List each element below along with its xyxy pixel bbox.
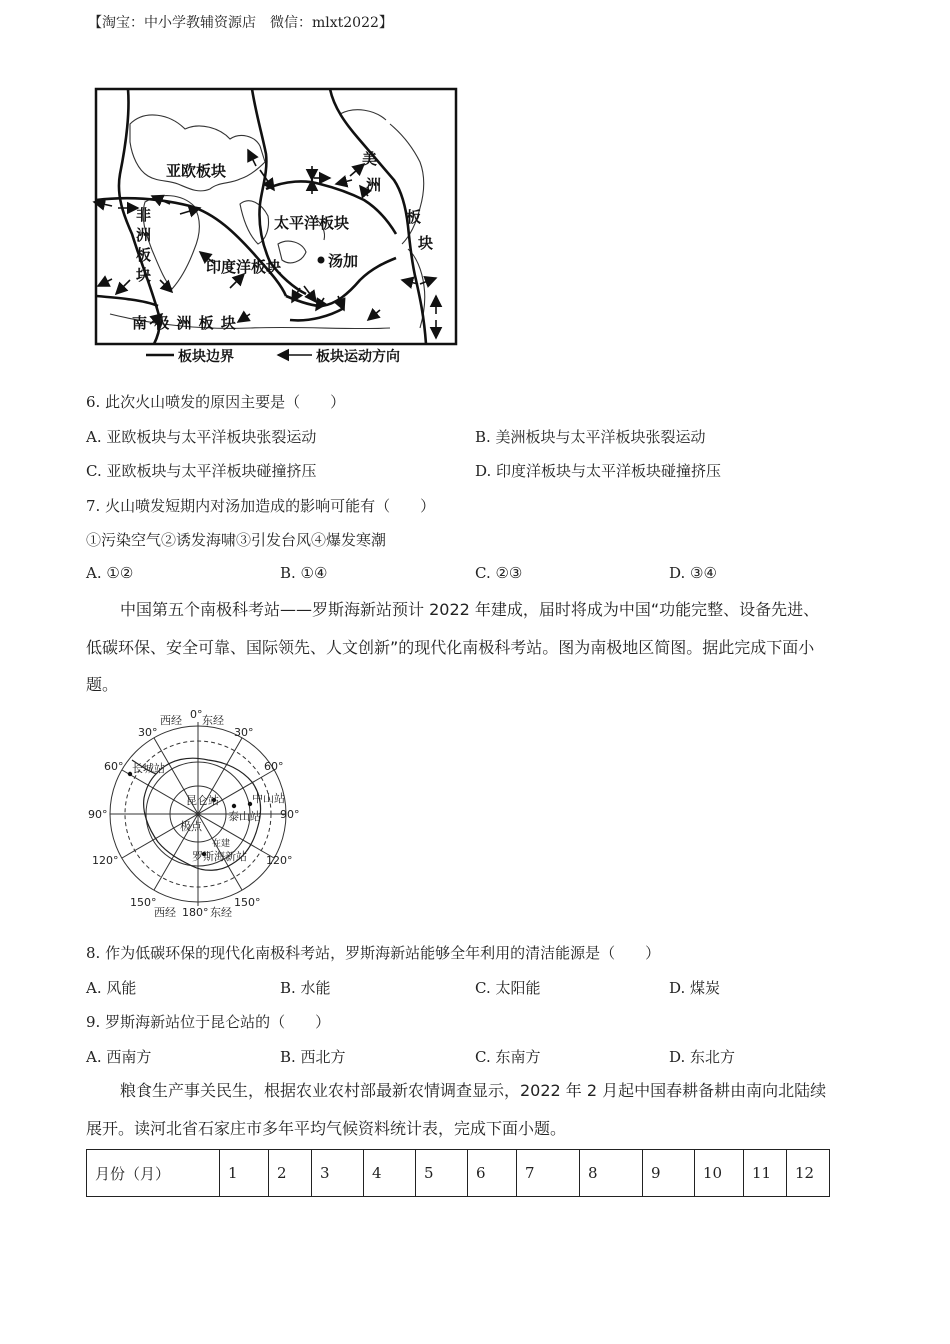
- label-tonga: 汤加: [328, 252, 359, 270]
- q6-option-b[interactable]: B. 美洲板块与太平洋板块张裂运动: [475, 428, 706, 446]
- q7-option-a[interactable]: A. ①②: [86, 564, 134, 582]
- polar-left-30: 30°: [138, 726, 158, 739]
- q6-option-c[interactable]: C. 亚欧板块与太平洋板块碰撞挤压: [86, 462, 317, 480]
- table-cell: 5: [416, 1150, 468, 1197]
- label-american-2: 洲: [366, 176, 382, 194]
- polar-left-90: 90°: [88, 808, 108, 821]
- table-cell: 1: [220, 1150, 269, 1197]
- station-building: 在建: [212, 839, 231, 849]
- polar-right-30: 30°: [234, 726, 254, 739]
- station-rossbase: 罗斯海新站: [192, 850, 247, 863]
- label-american-1: 美: [362, 150, 378, 168]
- passage2-line1: 中国第五个南极科考站——罗斯海新站预计 2022 年建成，届时将成为中国“功能完整、设备先进、: [120, 600, 820, 619]
- station-pole: 极点: [180, 820, 202, 833]
- polar-top-zero: 0°: [190, 708, 203, 721]
- label-american-3: 板: [406, 208, 422, 226]
- polar-top-west: 西经: [160, 714, 182, 727]
- q6-stem: 6. 此次火山喷发的原因主要是（ ）: [86, 393, 346, 411]
- station-zhongshan: 中山站: [252, 792, 285, 805]
- station-taishan-dot: [232, 804, 236, 808]
- q8-option-a[interactable]: A. 风能: [86, 979, 137, 997]
- q7-option-b[interactable]: B. ①④: [280, 564, 328, 582]
- label-antarctic: 南 极 洲 板 块: [132, 314, 237, 332]
- passage3-line2: 展开。读河北省石家庄市多年平均气候资料统计表，完成下面小题。: [86, 1119, 567, 1138]
- table-row: [87, 1150, 830, 1197]
- polar-left-60: 60°: [104, 760, 124, 773]
- polar-right-90: 90°: [280, 808, 300, 821]
- q9-option-d[interactable]: D. 东北方: [669, 1048, 736, 1066]
- polar-right-120: 120°: [266, 854, 293, 867]
- polar-top-east: 东经: [202, 714, 224, 727]
- label-african-2: 洲: [136, 226, 152, 244]
- label-indian: 印度洋板块: [206, 258, 282, 276]
- q8-option-b[interactable]: B. 水能: [280, 979, 331, 997]
- polar-bottom-180: 180°: [182, 906, 209, 919]
- table-cell: 7: [517, 1150, 580, 1197]
- q7-option-c[interactable]: C. ②③: [475, 564, 523, 582]
- polar-left-150: 150°: [130, 896, 157, 909]
- polar-bottom-west: 西经: [154, 906, 176, 919]
- passage2-line3: 题。: [86, 675, 119, 694]
- label-eurasian: 亚欧板块: [166, 162, 227, 180]
- label-african-3: 板: [136, 246, 152, 264]
- antarctic-polar-map: [86, 708, 306, 920]
- q8-option-c[interactable]: C. 太阳能: [475, 979, 541, 997]
- station-taishan: 泰山站: [228, 810, 261, 823]
- polar-left-120: 120°: [92, 854, 119, 867]
- tonga-marker: [318, 257, 325, 264]
- label-pacific: 太平洋板块: [274, 214, 350, 232]
- q9-option-c[interactable]: C. 东南方: [475, 1048, 541, 1066]
- plate-tectonics-map: [90, 84, 462, 374]
- label-american-4: 块: [418, 234, 434, 252]
- q8-stem: 8. 作为低碳环保的现代化南极科考站，罗斯海新站能够全年利用的清洁能源是（ ）: [86, 944, 661, 962]
- station-changcheng: 长城站: [132, 762, 165, 775]
- legend-direction: 板块运动方向: [316, 349, 400, 365]
- q8-option-d[interactable]: D. 煤炭: [669, 979, 721, 997]
- polar-bottom-east: 东经: [210, 906, 232, 919]
- q9-option-b[interactable]: B. 西北方: [280, 1048, 346, 1066]
- q6-option-d[interactable]: D. 印度洋板块与太平洋板块碰撞挤压: [475, 462, 722, 480]
- q9-stem: 9. 罗斯海新站位于昆仑站的（ ）: [86, 1013, 331, 1031]
- table-cell: 3: [312, 1150, 364, 1197]
- q6-option-a[interactable]: A. 亚欧板块与太平洋板块张裂运动: [86, 428, 317, 446]
- table-cell: 10: [695, 1150, 744, 1197]
- table-cell: 月份（月）: [87, 1150, 220, 1197]
- table-cell: 9: [643, 1150, 695, 1197]
- label-african-1: 非: [136, 206, 152, 224]
- page-header: 【淘宝：中小学教辅资源店 微信：mlxt2022】: [88, 15, 393, 31]
- climate-table: [86, 1149, 830, 1197]
- polar-right-60: 60°: [264, 760, 284, 773]
- table-cell: 12: [787, 1150, 830, 1197]
- table-cell: 2: [269, 1150, 312, 1197]
- label-african-4: 块: [136, 266, 152, 284]
- q7-stem: 7. 火山喷发短期内对汤加造成的影响可能有（ ）: [86, 497, 436, 515]
- q7-items: ①污染空气②诱发海啸③引发台风④爆发寒潮: [86, 531, 387, 549]
- passage3-line1: 粮食生产事关民生，根据农业农村部最新农情调查显示，2022 年 2 月起中国春耕备耕由南向北陆续: [120, 1081, 827, 1100]
- table-cell: 4: [364, 1150, 416, 1197]
- q9-option-a[interactable]: A. 西南方: [86, 1048, 152, 1066]
- q7-option-d[interactable]: D. ③④: [669, 564, 717, 582]
- polar-right-150: 150°: [234, 896, 261, 909]
- table-cell: 8: [580, 1150, 643, 1197]
- table-cell: 6: [468, 1150, 517, 1197]
- station-kunlun: 昆仑站: [186, 794, 219, 807]
- legend-boundary: 板块边界: [178, 349, 234, 365]
- table-cell: 11: [744, 1150, 787, 1197]
- passage2-line2: 低碳环保、安全可靠、国际领先、人文创新”的现代化南极科考站。图为南极地区简图。据此完成下面小: [86, 638, 815, 657]
